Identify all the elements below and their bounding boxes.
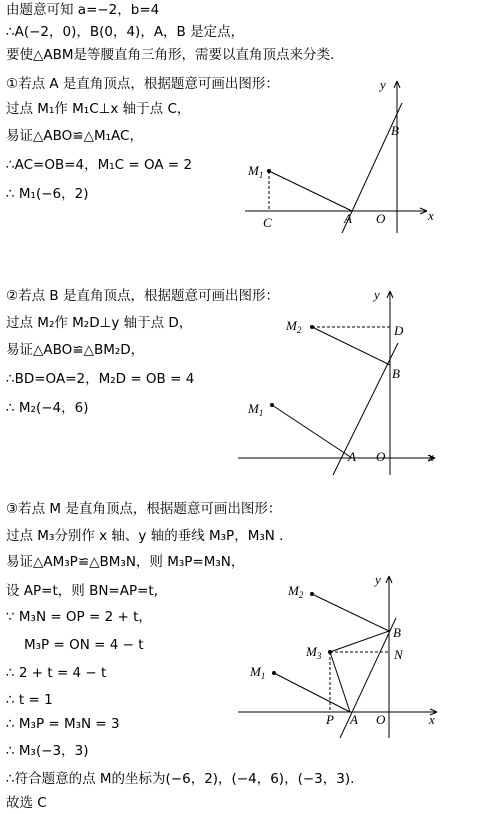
figure-case1 bbox=[240, 75, 440, 235]
label-m1: $M_1$ bbox=[248, 163, 264, 180]
label-m2: $M_2$ bbox=[288, 583, 304, 600]
segment-m1a bbox=[272, 405, 352, 458]
answer-line: 故选 C bbox=[6, 795, 47, 811]
conclusion-line: ∴符合题意的点 M的坐标为(−6，2)，(−4，6)，(−3，3). bbox=[6, 771, 355, 787]
point-m2 bbox=[310, 325, 314, 329]
case3-line-5: M₃P = ON = 4 − t bbox=[24, 637, 144, 653]
line-ab bbox=[340, 618, 396, 738]
case3-line-4: ∵ M₃N = OP = 2 + t， bbox=[6, 609, 152, 625]
case1-line-1: 过点 M₁作 M₁C⊥x 轴于点 C， bbox=[6, 101, 191, 117]
y-axis bbox=[387, 291, 393, 475]
case3-line-8: ∴ M₃P = M₃N = 3 bbox=[6, 716, 120, 732]
label-m1: $M_1$ bbox=[250, 664, 266, 681]
point-m1 bbox=[272, 671, 276, 675]
label-c: C bbox=[263, 215, 272, 230]
case3-result: ∴ M₃(−3，3) bbox=[6, 743, 89, 759]
label-m2: $M_2$ bbox=[286, 318, 302, 335]
y-axis bbox=[386, 576, 392, 738]
case3-line-3: 设 AP=t，则 BN=AP=t, bbox=[6, 583, 159, 599]
case3-line-6: ∴ 2 + t = 4 − t bbox=[6, 665, 107, 681]
label-n: N bbox=[394, 647, 403, 662]
case1-heading: ①若点 A 是直角顶点，根据题意可画出图形： bbox=[6, 76, 279, 92]
solution-line-2: ∴A(−2，0)，B(0，4)，A，B 是定点， bbox=[6, 24, 245, 40]
case3-line-1: 过点 M₃分别作 x 轴、y 轴的垂线 M₃P，M₃N . bbox=[6, 528, 284, 544]
solution-line-3: 要使△ABM是等腰直角三角形，需要以直角顶点来分类. bbox=[6, 47, 335, 63]
label-p: P bbox=[326, 712, 334, 727]
label-y: y bbox=[380, 77, 386, 92]
label-b: B bbox=[392, 366, 400, 381]
point-m1 bbox=[270, 403, 274, 407]
case1-line-3: ∴AC=OB=4，M₁C = OA = 2 bbox=[6, 157, 193, 173]
label-o: O bbox=[376, 211, 386, 226]
case2-line-3: ∴BD=OA=2，M₂D = OB = 4 bbox=[6, 371, 195, 387]
solution-line-1: 由题意可知 a=−2，b=4 bbox=[6, 2, 160, 18]
case2-result: ∴ M₂(−4，6) bbox=[6, 400, 89, 416]
point-m3 bbox=[328, 650, 332, 654]
segment-m3b bbox=[330, 631, 389, 652]
case3-heading: ③若点 M 是直角顶点，根据题意可画出图形： bbox=[6, 501, 282, 517]
label-a: A bbox=[344, 211, 352, 226]
case2-line-1: 过点 M₂作 M₂D⊥y 轴于点 D， bbox=[6, 315, 193, 331]
label-b: B bbox=[391, 123, 399, 138]
label-a: A bbox=[348, 449, 356, 464]
segment-m1a bbox=[269, 171, 352, 211]
label-x: x bbox=[429, 712, 435, 727]
case2-line-2: 易证△ABO≌△BM₂D， bbox=[6, 342, 145, 358]
figure-case2 bbox=[230, 285, 440, 477]
case3-line-7: ∴ t = 1 bbox=[6, 692, 53, 708]
label-d: D bbox=[394, 323, 404, 338]
label-y: y bbox=[375, 572, 381, 587]
y-axis bbox=[394, 81, 400, 233]
segment-m2b bbox=[312, 327, 390, 365]
label-o: O bbox=[376, 712, 386, 727]
segment-m2b bbox=[312, 594, 389, 631]
label-m1: $M_1$ bbox=[248, 401, 264, 418]
label-x: x bbox=[428, 208, 434, 223]
label-m3: $M_3$ bbox=[306, 644, 322, 661]
case1-result: ∴ M₁(−6，2) bbox=[6, 186, 89, 202]
point-m2 bbox=[310, 592, 314, 596]
label-y: y bbox=[374, 287, 380, 302]
x-axis bbox=[238, 455, 435, 461]
label-o: O bbox=[376, 449, 386, 464]
figure-case3 bbox=[232, 570, 442, 742]
label-a: A bbox=[350, 712, 358, 727]
label-b: B bbox=[393, 625, 401, 640]
case3-line-2: 易证△AM₃P≌△BM₃N，则 M₃P=M₃N， bbox=[6, 554, 245, 570]
case2-heading: ②若点 B 是直角顶点，根据题意可画出图形： bbox=[6, 288, 279, 304]
point-m1 bbox=[267, 169, 271, 173]
x-axis bbox=[245, 208, 427, 214]
label-x: x bbox=[428, 449, 434, 464]
line-ab bbox=[333, 343, 398, 475]
x-axis bbox=[238, 709, 437, 715]
case1-line-2: 易证△ABO≌△M₁AC， bbox=[6, 128, 143, 144]
